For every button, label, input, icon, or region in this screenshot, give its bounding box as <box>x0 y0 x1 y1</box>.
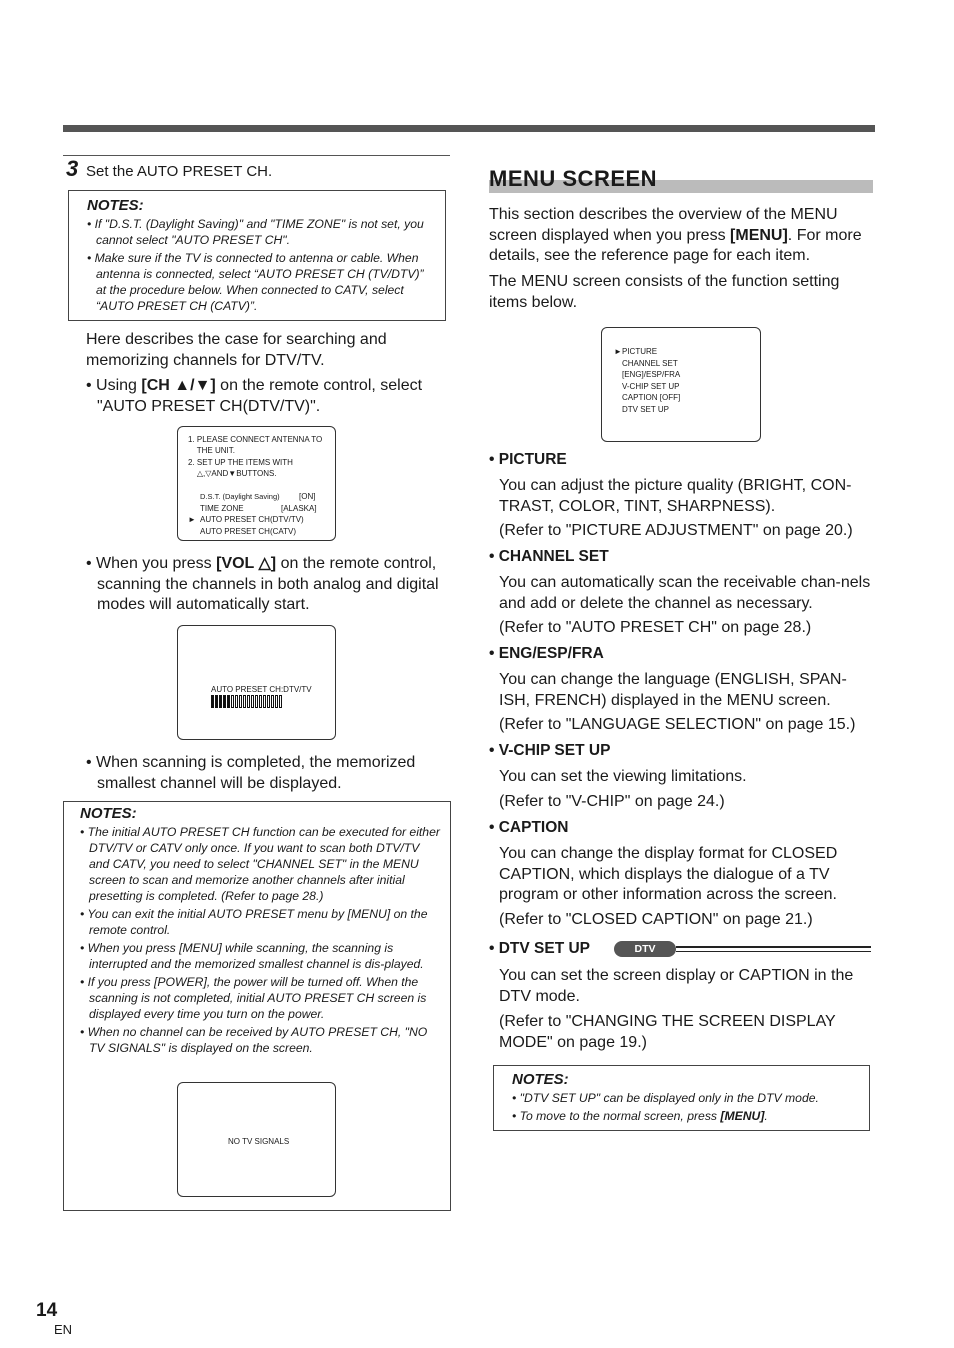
screen-line: 1. PLEASE CONNECT ANTENNA TO <box>188 435 323 444</box>
note-item: • Make sure if the TV is connected to antenna or cable. When antenna is connected, select “AUTO PRESET CH (TV/DTV)” at the procedure below. When connected to CATV, select “AUTO PRESET CH (CATV)”. <box>87 251 424 313</box>
bullet-completed: • When scanning is completed, the memorized smallest channel will be displayed. <box>86 754 416 792</box>
remote-key-menu: [MENU] <box>730 226 788 244</box>
progress-segment <box>263 695 266 708</box>
menu-item-channel-set: CHANNEL SET <box>622 358 678 368</box>
note-item: • The initial AUTO PRESET CH function can be executed for either DTV/TV or CATV only once. If you want to scan both DTV/TV and CATV, you need to select "CHANNEL SET" in the MENU screen to scan and memorize another channels after initial presetting is completed. (Refer to page 28.) <box>80 825 440 903</box>
intro-paragraph: Here describes the case for searching and memorizing channels for DTV/TV. <box>86 331 387 369</box>
progress-segment <box>247 695 250 708</box>
item-title-vchip: • V-CHIP SET UP <box>489 742 611 759</box>
remote-key-ch: [CH ▲/▼] <box>141 377 216 394</box>
dtv-badge: DTV <box>614 941 676 957</box>
no-signal-label: NO TV SIGNALS <box>228 1137 290 1146</box>
left-column-rule <box>63 155 450 156</box>
item-ref-vchip: (Refer to "V-CHIP" on page 24.) <box>499 793 725 810</box>
bullet-vol: • When you press [VOL △] on the remote control, scanning the channels in both analog and digital modes will automatically start. <box>86 555 439 613</box>
scanning-screen <box>177 625 336 740</box>
remote-key-vol: [VOL △] <box>216 555 277 572</box>
progress-segment <box>223 695 226 708</box>
dtv-rule <box>676 946 871 948</box>
item-desc-dtv-setup: You can set the screen display or CAPTION in the DTV mode. <box>499 967 854 1005</box>
note-item: • If "D.S.T. (Daylight Saving)" and "TIME ZONE" is not set, you cannot select "AUTO PRESET CH". <box>87 217 424 247</box>
item-ref-channel-set: (Refer to "AUTO PRESET CH" on page 28.) <box>499 619 812 636</box>
item-desc-language: You can change the language (ENGLISH, SPAN-ISH, FRENCH) displayed in the MENU screen. <box>499 671 847 709</box>
notes-box-3 <box>493 1065 870 1131</box>
progress-segment <box>275 695 278 708</box>
tz-label: TIME ZONE <box>200 504 244 513</box>
item-title-language: • ENG/ESP/FRA <box>489 645 604 662</box>
scanning-label: AUTO PRESET CH:DTV/TV <box>211 685 312 694</box>
step-number: 3 <box>66 156 79 181</box>
page-language: EN <box>54 1322 73 1337</box>
item-title-picture: • PICTURE <box>489 451 567 468</box>
item-title-caption: • CAPTION <box>489 819 569 836</box>
menu-item-dtv-setup: DTV SET UP <box>622 404 669 414</box>
note-item: • If you press [POWER], the power will be turned off. When the scanning is not completed, initial AUTO PRESET CH screen is displayed every time you turn on the power. <box>80 975 427 1021</box>
progress-segment <box>235 695 238 708</box>
dst-value: [ON] <box>299 492 316 501</box>
step-text: Set the AUTO PRESET CH. <box>86 163 273 180</box>
menu-item-language: [ENG]/ESP/FRA <box>622 370 681 379</box>
note-item: • "DTV SET UP" can be displayed only in the DTV mode. <box>512 1091 819 1105</box>
progress-segment <box>267 695 270 708</box>
menu-item-caption: CAPTION [OFF] <box>622 393 681 402</box>
screen-line: 2. SET UP THE ITEMS WITH <box>188 458 293 467</box>
item-desc-caption: You can change the display format for CLOSED CAPTION, which displays the dialogue of a TV program or other information across the screen. <box>499 845 838 903</box>
note-item: • When no channel can be received by AUTO PRESET CH, "NO TV SIGNALS" is displayed on the screen. <box>80 1025 428 1055</box>
item-desc-picture: You can adjust the picture quality (BRIGHT, CON-TRAST, COLOR, TINT, SHARPNESS). <box>499 477 852 515</box>
top-rule <box>63 125 875 132</box>
progress-segment <box>279 695 282 708</box>
progress-segment <box>255 695 258 708</box>
menu-item-picture: PICTURE <box>622 347 658 356</box>
menu-screen <box>601 327 761 442</box>
item-ref-language: (Refer to "LANGUAGE SELECTION" on page 15.) <box>499 716 856 733</box>
item-ref-caption: (Refer to "CLOSED CAPTION" on page 21.) <box>499 911 813 928</box>
auto-preset-setup-screen <box>177 426 336 541</box>
note-item: • When you press [MENU] while scanning, the scanning is interrupted and the memorized smallest channel is dis-played. <box>80 941 424 971</box>
note-item: • To move to the normal screen, press [MENU]. <box>512 1109 768 1123</box>
progress-segment <box>251 695 254 708</box>
cursor-icon: ► <box>188 515 196 524</box>
notes-title: NOTES: <box>87 197 144 214</box>
menu-intro-1: This section describes the overview of the MENU screen displayed when you press [MENU]. For more details, see the reference page for each item. <box>489 206 862 264</box>
notes-title: NOTES: <box>80 805 137 822</box>
dtv-rule <box>676 951 871 952</box>
progress-segment <box>227 695 230 708</box>
section-heading: MENU SCREEN <box>489 166 658 191</box>
item-ref-picture: (Refer to "PICTURE ADJUSTMENT" on page 20.) <box>499 522 853 539</box>
item-desc-channel-set: You can automatically scan the receivable chan-nels and add or delete the channel as necessary. <box>499 574 871 612</box>
dst-label: D.S.T. (Daylight Saving) <box>200 492 280 501</box>
note-item: • You can exit the initial AUTO PRESET menu by [MENU] on the remote control. <box>80 907 428 937</box>
notes-title: NOTES: <box>512 1071 569 1088</box>
progress-segment <box>243 695 246 708</box>
notes-box-1 <box>68 190 446 321</box>
screen-line: THE UNIT. <box>188 446 235 455</box>
page-number: 14 <box>36 1300 58 1321</box>
progress-segment <box>259 695 262 708</box>
cursor-icon: ► <box>614 347 622 356</box>
screen-option: AUTO PRESET CH(CATV) <box>200 527 297 536</box>
progress-segment <box>231 695 234 708</box>
item-title-channel-set: • CHANNEL SET <box>489 548 609 565</box>
tz-value: [ALASKA] <box>281 504 317 513</box>
item-ref-dtv-setup: (Refer to "CHANGING THE SCREEN DISPLAY MODE" on page 19.) <box>499 1013 836 1051</box>
screen-option: AUTO PRESET CH(DTV/TV) <box>200 515 304 524</box>
progress-segment <box>219 695 222 708</box>
item-title-dtv-setup: • DTV SET UP <box>489 940 591 957</box>
scan-progress-bar <box>211 695 282 710</box>
screen-line: △,▽AND▼BUTTONS. <box>188 469 277 478</box>
progress-segment <box>211 695 214 708</box>
progress-segment <box>271 695 274 708</box>
menu-item-vchip: V-CHIP SET UP <box>622 381 680 391</box>
menu-intro-2: The MENU screen consists of the function setting items below. <box>489 273 840 311</box>
progress-segment <box>215 695 218 708</box>
item-desc-vchip: You can set the viewing limitations. <box>499 768 747 785</box>
progress-segment <box>239 695 242 708</box>
bullet-using-ch: • Using [CH ▲/▼] on the remote control, select "AUTO PRESET CH(DTV/TV)". <box>86 377 423 415</box>
